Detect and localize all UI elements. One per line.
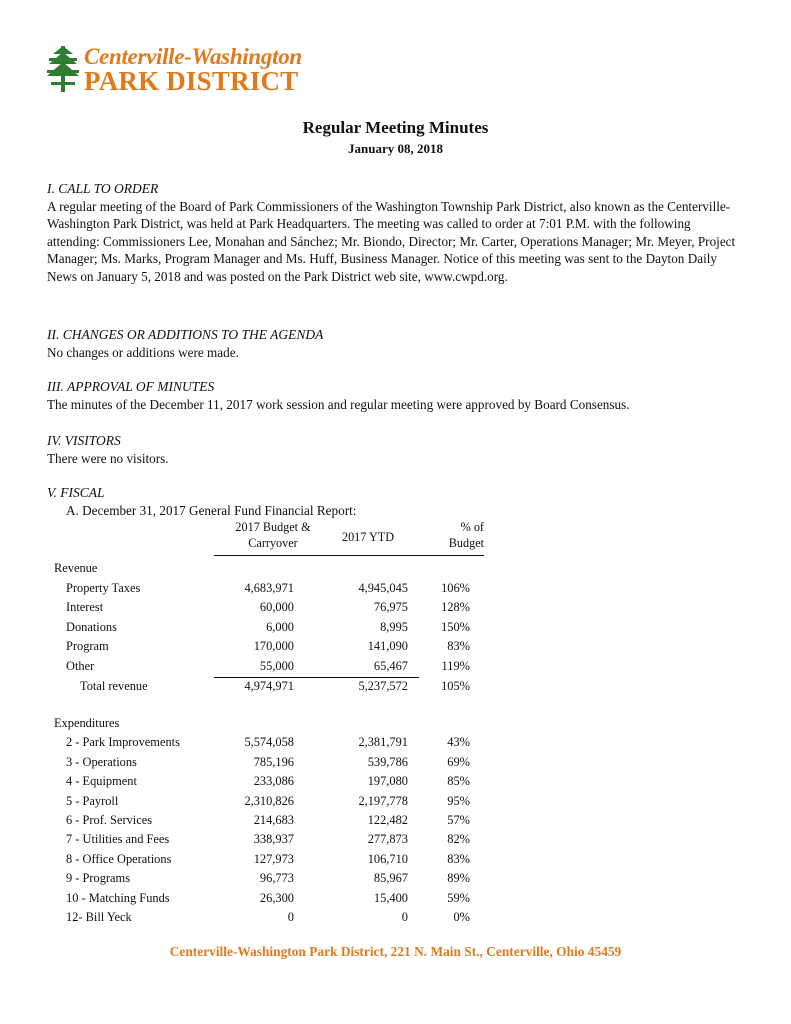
footer-address: Centerville-Washington Park District, 221 N. Main St., Centerville, Ohio 45459	[169, 944, 622, 959]
page-title: Regular Meeting Minutes	[302, 118, 489, 137]
ytd-value: 277,873	[367, 832, 408, 847]
percent-value: 119%	[441, 659, 470, 673]
ytd-value: 76,975	[373, 600, 408, 615]
table-row	[54, 794, 484, 812]
ytd-value: 15,400	[373, 890, 408, 905]
budget-value: 5,574,058	[244, 735, 294, 750]
percent-value: 105%	[441, 678, 470, 693]
ytd-value: 5,237,572	[358, 678, 408, 693]
column-header-ytd: 2017 YTD	[341, 530, 395, 544]
table-row	[54, 735, 484, 753]
budget-value: 338,937	[253, 832, 294, 847]
budget-value: 170,000	[253, 639, 294, 654]
ytd-value: 85,967	[373, 871, 408, 886]
percent-value: 59%	[447, 890, 470, 905]
table-row	[54, 620, 484, 638]
percent-value: 85%	[447, 774, 470, 789]
header-line: 2017 Budget &	[235, 520, 311, 534]
section-text: The minutes of the December 11, 2017 work session and regular meeting were approved by Board Consensus.	[47, 396, 630, 412]
percent-value: 43%	[447, 735, 470, 750]
budget-value: 60,000	[259, 600, 294, 615]
row-label: 12- Bill Yeck	[66, 910, 132, 925]
budget-value: 4,974,971	[244, 678, 294, 693]
budget-value: 2,310,826	[244, 793, 294, 808]
ytd-value: 65,467	[373, 659, 408, 673]
subtotal-line	[214, 677, 419, 678]
budget-value: 96,773	[259, 871, 294, 886]
header-line: % of	[460, 520, 484, 534]
row-label: Donations	[66, 619, 117, 634]
park-district-logo	[46, 44, 316, 96]
row-label: Total revenue	[80, 678, 148, 693]
table-row	[54, 659, 484, 677]
budget-value: 4,683,971	[244, 580, 294, 595]
section-fiscal	[47, 484, 747, 502]
section-heading: I. CALL TO ORDER	[47, 181, 159, 196]
section-heading: II. CHANGES OR ADDITIONS TO THE AGENDA	[47, 327, 324, 342]
table-caption: A. December 31, 2017 General Fund Financial Report:	[66, 503, 357, 518]
table-row	[54, 774, 484, 792]
table-row	[54, 891, 484, 909]
expenditures-heading	[54, 716, 484, 734]
percent-value: 95%	[447, 793, 470, 808]
row-label: Property Taxes	[66, 580, 141, 595]
meeting-date: January 08, 2018	[348, 141, 443, 156]
table-row	[54, 852, 484, 870]
row-label: 5 - Payroll	[66, 793, 119, 808]
row-label: Interest	[66, 600, 104, 615]
table-row	[54, 832, 484, 850]
budget-value: 55,000	[259, 659, 294, 673]
budget-value: 233,086	[253, 774, 294, 789]
row-label: 8 - Office Operations	[66, 851, 172, 866]
header-line: Budget	[448, 536, 484, 550]
percent-value: 128%	[441, 600, 470, 615]
percent-value: 89%	[447, 871, 470, 886]
header-underline	[214, 555, 484, 556]
table-row	[54, 755, 484, 773]
ytd-value: 122,482	[367, 813, 408, 828]
section-heading: III. APPROVAL OF MINUTES	[47, 379, 215, 394]
ytd-value: 539,786	[367, 754, 408, 769]
budget-value: 127,973	[253, 851, 294, 866]
ytd-value: 8,995	[380, 619, 408, 634]
row-label: 4 - Equipment	[66, 774, 137, 789]
header-line: Carryover	[248, 536, 298, 550]
budget-value: 6,000	[266, 619, 294, 634]
ytd-value: 4,945,045	[358, 580, 408, 595]
section-heading: V. FISCAL	[47, 485, 105, 500]
section-visitors	[47, 432, 747, 467]
table-row	[54, 813, 484, 831]
budget-value: 0	[287, 910, 294, 925]
table-row	[54, 871, 484, 889]
ytd-value: 0	[401, 910, 408, 925]
row-label: 10 - Matching Funds	[66, 890, 170, 905]
section-call-to-order	[47, 180, 747, 286]
ytd-value: 197,080	[367, 774, 408, 789]
row-label: 3 - Operations	[66, 754, 137, 769]
budget-value: 26,300	[259, 890, 294, 905]
percent-value: 82%	[447, 832, 470, 847]
percent-value: 0%	[453, 910, 470, 925]
table-row	[54, 910, 484, 928]
ytd-value: 141,090	[367, 639, 408, 654]
row-label: Revenue	[54, 561, 98, 575]
row-label: 7 - Utilities and Fees	[66, 832, 170, 847]
row-label: Program	[66, 639, 109, 654]
budget-value: 785,196	[253, 754, 294, 769]
ytd-value: 2,197,778	[358, 793, 408, 808]
ytd-value: 106,710	[367, 851, 408, 866]
section-text: A regular meeting of the Board of Park Commissioners of the Washington Township Park District, also known as the Centerville-Washington Park District, was held at Park Headquarters. The meeting was called to order at 7:01 P.M. with the following attending: Commissioners Lee, Monahan and Sánchez; Mr. Biondo, Director; Mr. Carter, Operations Manager; Mr. Meyer, Project Manager; Ms. Marks, Program Manager and Ms. Huff, Business Manager. Notice of this meeting was sent to the Dayton Daily News on January 5, 2018 and was posted on the Park District web site, www.cwpd.org.	[47, 198, 736, 284]
total-revenue-row	[54, 679, 484, 697]
section-changes	[47, 326, 747, 361]
table-row	[54, 639, 484, 657]
percent-value: 106%	[441, 580, 470, 595]
section-text: No changes or additions were made.	[47, 344, 239, 360]
logo-line-1: Centerville-Washington	[84, 44, 302, 69]
percent-value: 57%	[447, 813, 470, 828]
percent-value: 69%	[447, 754, 470, 769]
column-header-budget	[218, 519, 328, 551]
logo-line-2: PARK DISTRICT	[84, 66, 299, 96]
table-row	[54, 581, 484, 599]
row-label: Other	[66, 659, 95, 673]
section-text: There were no visitors.	[47, 450, 169, 466]
tree-icon	[46, 44, 80, 94]
table-row	[54, 600, 484, 618]
revenue-heading	[54, 561, 484, 579]
budget-value: 214,683	[253, 813, 294, 828]
row-label: Expenditures	[54, 715, 120, 730]
ytd-value: 2,381,791	[358, 735, 408, 750]
row-label: 9 - Programs	[66, 871, 131, 886]
section-approval	[47, 378, 747, 413]
row-label: 2 - Park Improvements	[66, 735, 180, 750]
percent-value: 83%	[447, 851, 470, 866]
row-label: 6 - Prof. Services	[66, 813, 153, 828]
percent-value: 83%	[447, 639, 470, 654]
section-heading: IV. VISITORS	[47, 433, 121, 448]
percent-value: 150%	[441, 619, 470, 634]
column-header-pct	[420, 519, 484, 551]
